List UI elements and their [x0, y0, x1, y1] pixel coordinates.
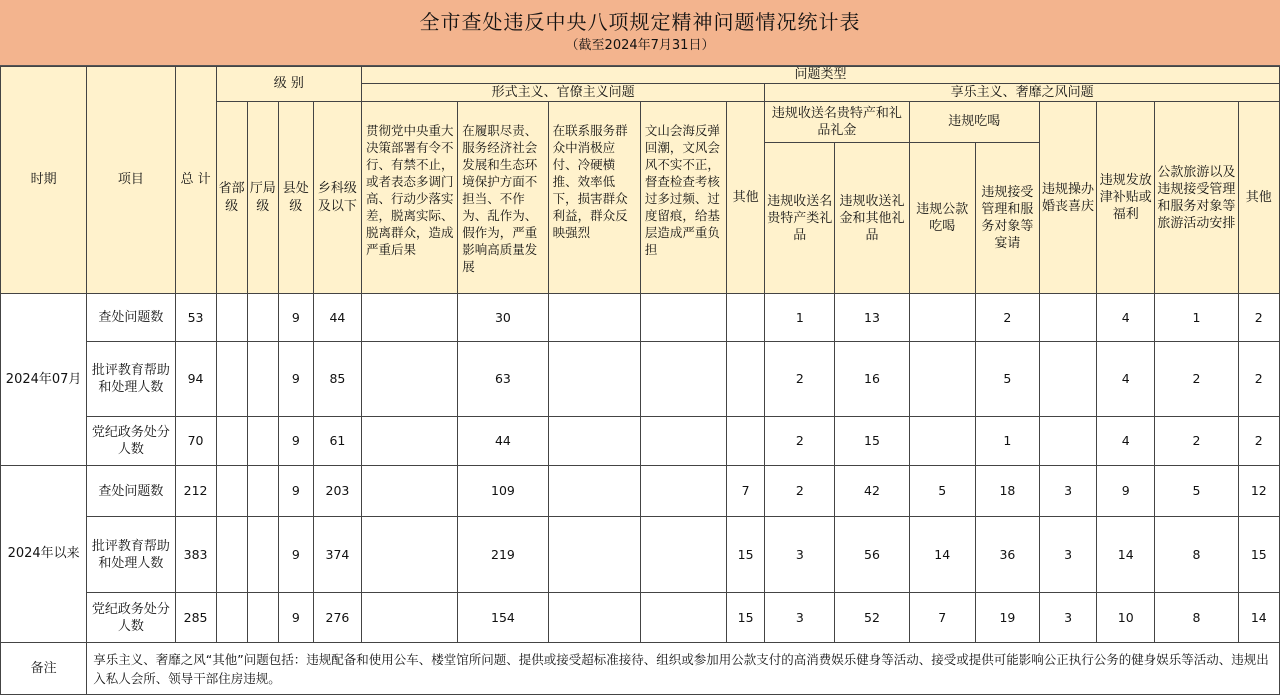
cell-value: [640, 593, 726, 643]
cell-value: [640, 342, 726, 417]
row-item: 党纪政务处分人数: [87, 417, 175, 466]
cell-value: [727, 342, 765, 417]
cell-value: [362, 342, 458, 417]
cell-value: 12: [1238, 466, 1279, 517]
cell-value: 3: [1039, 466, 1096, 517]
cell-value: [548, 593, 640, 643]
cell-value: [362, 294, 458, 342]
cell-value: 2: [1155, 342, 1238, 417]
cell-value: 1: [765, 294, 835, 342]
table-row: [1, 466, 1280, 517]
cell-value: 5: [1155, 466, 1238, 517]
header-gifts-money: 违规收送礼金和其他礼品: [835, 143, 909, 294]
cell-value: 9: [278, 517, 313, 593]
header-period: 时期: [1, 67, 87, 294]
header-gifts-group: 违规收送名贵特产和礼品礼金: [765, 102, 909, 143]
table-subtitle: （截至2024年7月31日）: [565, 38, 715, 53]
cell-total: 94: [175, 342, 216, 417]
cell-value: 2: [765, 417, 835, 466]
cell-value: 154: [458, 593, 548, 643]
note-row: [1, 643, 1280, 695]
row-item: 批评教育帮助和处理人数: [87, 517, 175, 593]
cell-value: [909, 294, 975, 342]
cell-value: 9: [278, 294, 313, 342]
cell-value: 63: [458, 342, 548, 417]
cell-value: 19: [975, 593, 1039, 643]
cell-value: 7: [909, 593, 975, 643]
header-formalism-service: 在联系服务群众中消极应付、冷硬横推、效率低下，损害群众利益，群众反映强烈: [548, 102, 640, 294]
cell-value: 9: [278, 593, 313, 643]
cell-value: 14: [909, 517, 975, 593]
table-row: [1, 342, 1280, 417]
header-hedonism: 享乐主义、奢靡之风问题: [765, 84, 1280, 102]
cell-value: 36: [975, 517, 1039, 593]
table-row: [1, 517, 1280, 593]
cell-value: [548, 342, 640, 417]
cell-value: 85: [313, 342, 361, 417]
header-dining-public: 违规公款吃喝: [909, 143, 975, 294]
cell-value: 219: [458, 517, 548, 593]
cell-value: [216, 342, 247, 417]
cell-value: [216, 294, 247, 342]
cell-value: [247, 466, 278, 517]
header-tourism: 公款旅游以及违规接受管理和服务对象等旅游活动安排: [1155, 102, 1238, 294]
header-dining-banquet: 违规接受管理和服务对象等宴请: [975, 143, 1039, 294]
header-problem-type: 问题类型: [362, 67, 1280, 84]
cell-value: [362, 593, 458, 643]
cell-total: 53: [175, 294, 216, 342]
row-item: 查处问题数: [87, 466, 175, 517]
cell-value: [247, 517, 278, 593]
note-label: 备注: [1, 643, 87, 695]
cell-value: [548, 466, 640, 517]
cell-value: 10: [1097, 593, 1155, 643]
cell-value: 9: [278, 417, 313, 466]
header-level-province: 省部级: [216, 102, 247, 294]
cell-value: [1039, 342, 1096, 417]
table-row: [1, 294, 1280, 342]
row-item: 党纪政务处分人数: [87, 593, 175, 643]
cell-value: 9: [278, 466, 313, 517]
cell-total: 212: [175, 466, 216, 517]
note-text: 享乐主义、奢靡之风“其他”问题包括：违规配备和使用公车、楼堂馆所问题、提供或接受超标准接待、组织或参加用公款支付的高消费娱乐健身等活动、接受或提供可能影响公正执行公务的健身娱乐等活动、违规出入私人会所、领导干部住房违规。: [87, 643, 1280, 695]
cell-value: [362, 417, 458, 466]
cell-value: 3: [765, 593, 835, 643]
cell-value: 8: [1155, 517, 1238, 593]
cell-value: 61: [313, 417, 361, 466]
cell-value: [640, 294, 726, 342]
header-item: 项目: [87, 67, 175, 294]
cell-value: 5: [909, 466, 975, 517]
header-formalism-meetings: 文山会海反弹回潮，文风会风不实不正，督查检查考核过多过频、过度留痕，给基层造成严重负担: [640, 102, 726, 294]
cell-value: 15: [727, 593, 765, 643]
cell-value: 7: [727, 466, 765, 517]
cell-total: 285: [175, 593, 216, 643]
header-gifts-specialty: 违规收送名贵特产类礼品: [765, 143, 835, 294]
cell-value: 9: [1097, 466, 1155, 517]
cell-value: 4: [1097, 342, 1155, 417]
cell-value: [909, 342, 975, 417]
cell-value: [640, 417, 726, 466]
cell-value: 9: [278, 342, 313, 417]
header-weddings-funerals: 违规操办婚丧喜庆: [1039, 102, 1096, 294]
header-formalism: 形式主义、官僚主义问题: [362, 84, 765, 102]
cell-value: 44: [458, 417, 548, 466]
period-cell: 2024年07月: [1, 294, 87, 466]
cell-value: 5: [975, 342, 1039, 417]
cell-value: [548, 517, 640, 593]
row-item: 批评教育帮助和处理人数: [87, 342, 175, 417]
cell-value: 15: [727, 517, 765, 593]
cell-value: 109: [458, 466, 548, 517]
cell-value: [909, 417, 975, 466]
cell-value: 13: [835, 294, 909, 342]
cell-value: 15: [835, 417, 909, 466]
cell-value: [1039, 417, 1096, 466]
cell-value: [362, 466, 458, 517]
cell-value: 14: [1097, 517, 1155, 593]
cell-value: 203: [313, 466, 361, 517]
cell-value: 2: [1155, 417, 1238, 466]
cell-value: [216, 417, 247, 466]
cell-value: 2: [1238, 342, 1279, 417]
cell-value: 52: [835, 593, 909, 643]
cell-value: 1: [975, 417, 1039, 466]
cell-value: 4: [1097, 417, 1155, 466]
cell-value: [247, 294, 278, 342]
cell-value: [247, 593, 278, 643]
cell-value: [216, 466, 247, 517]
header-allowances: 违规发放津补贴或福利: [1097, 102, 1155, 294]
header-level-township: 乡科级及以下: [313, 102, 361, 294]
header-level-bureau: 厅局级: [247, 102, 278, 294]
cell-value: [727, 417, 765, 466]
cell-value: [548, 417, 640, 466]
period-cell: 2024年以来: [1, 466, 87, 643]
cell-total: 383: [175, 517, 216, 593]
cell-value: [640, 466, 726, 517]
cell-value: 374: [313, 517, 361, 593]
table-title-bar: [0, 0, 1280, 66]
cell-value: 14: [1238, 593, 1279, 643]
cell-value: [727, 294, 765, 342]
header-formalism-duty: 在履职尽责、服务经济社会发展和生态环境保护方面不担当、不作为、乱作为、假作为，严重影响高质量发展: [458, 102, 548, 294]
table-row: [1, 593, 1280, 643]
cell-value: [247, 342, 278, 417]
header-level-county: 县处级: [278, 102, 313, 294]
cell-value: 18: [975, 466, 1039, 517]
cell-value: 3: [765, 517, 835, 593]
cell-value: 2: [765, 466, 835, 517]
cell-value: 4: [1097, 294, 1155, 342]
cell-value: 42: [835, 466, 909, 517]
statistics-table: [0, 66, 1280, 695]
header-level: 级 别: [216, 67, 361, 102]
cell-value: [548, 294, 640, 342]
cell-value: 8: [1155, 593, 1238, 643]
cell-value: 2: [1238, 294, 1279, 342]
header-dining-group: 违规吃喝: [909, 102, 1039, 143]
table-title: 全市查处违反中央八项规定精神问题情况统计表: [419, 10, 861, 34]
cell-value: 2: [765, 342, 835, 417]
cell-value: [216, 593, 247, 643]
cell-value: 15: [1238, 517, 1279, 593]
cell-value: [362, 517, 458, 593]
cell-total: 70: [175, 417, 216, 466]
cell-value: 44: [313, 294, 361, 342]
cell-value: [640, 517, 726, 593]
cell-value: 3: [1039, 593, 1096, 643]
header-formalism-decisions: 贯彻党中央重大决策部署有令不行、有禁不止，或者表态多调门高、行动少落实差，脱离实际、脱离群众，造成严重后果: [362, 102, 458, 294]
cell-value: 1: [1155, 294, 1238, 342]
cell-value: 16: [835, 342, 909, 417]
header-formalism-other: 其他: [727, 102, 765, 294]
header-total: 总 计: [175, 67, 216, 294]
cell-value: [247, 417, 278, 466]
row-item: 查处问题数: [87, 294, 175, 342]
cell-value: 2: [975, 294, 1039, 342]
cell-value: 56: [835, 517, 909, 593]
cell-value: 276: [313, 593, 361, 643]
table-row: [1, 417, 1280, 466]
header-hedonism-other: 其他: [1238, 102, 1279, 294]
cell-value: 30: [458, 294, 548, 342]
cell-value: 3: [1039, 517, 1096, 593]
cell-value: [1039, 294, 1096, 342]
cell-value: 2: [1238, 417, 1279, 466]
cell-value: [216, 517, 247, 593]
